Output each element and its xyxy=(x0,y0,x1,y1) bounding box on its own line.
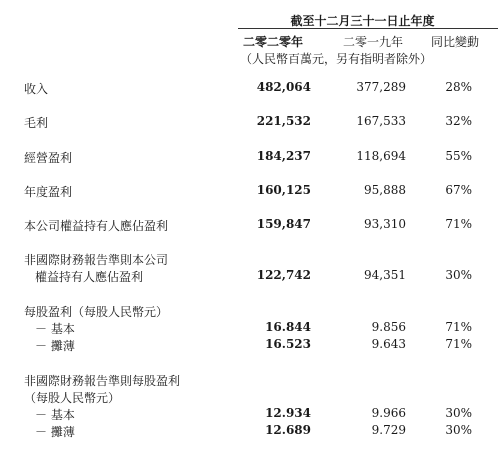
row-label: － 基本 xyxy=(35,408,75,422)
table-row xyxy=(0,149,500,165)
value-2019: 9.966 xyxy=(371,406,406,420)
table-row xyxy=(0,303,500,319)
value-2020: 12.934 xyxy=(265,406,311,420)
value-2020: 160,125 xyxy=(256,183,311,197)
header-rule xyxy=(238,28,498,29)
table-row xyxy=(0,251,500,267)
table-row xyxy=(0,337,500,353)
table-row xyxy=(0,268,500,284)
value-2020: 16.523 xyxy=(265,337,311,351)
value-yoy: 71% xyxy=(445,337,472,351)
table-row xyxy=(0,372,500,388)
value-2019: 9.643 xyxy=(371,337,406,351)
value-yoy: 30% xyxy=(445,268,472,282)
value-2019: 167,533 xyxy=(356,114,406,128)
table-row xyxy=(0,217,500,233)
value-2019: 9.856 xyxy=(371,320,406,334)
table-row xyxy=(0,389,500,405)
period-header: 截至十二月三十一日止年度 xyxy=(290,14,435,28)
row-label: － 攤薄 xyxy=(35,339,75,353)
table-row xyxy=(0,114,500,130)
value-yoy: 28% xyxy=(445,80,472,94)
row-label: 毛利 xyxy=(24,116,49,130)
value-2019: 118,694 xyxy=(356,149,406,163)
value-2020: 12.689 xyxy=(265,423,311,437)
row-label: 權益持有人應佔盈利 xyxy=(35,270,144,284)
value-2020: 16.844 xyxy=(265,320,311,334)
value-yoy: 30% xyxy=(445,423,472,437)
row-label: 本公司權益持有人應佔盈利 xyxy=(24,219,169,233)
row-label: 非國際財務報告準則每股盈利 xyxy=(24,374,181,388)
row-label: 經營盈利 xyxy=(24,151,73,165)
row-label: （每股人民幣元） xyxy=(24,391,121,405)
unit-note: （人民幣百萬元，另有指明者除外） xyxy=(240,52,433,66)
value-2019: 377,289 xyxy=(356,80,406,94)
row-label: － 攤薄 xyxy=(35,425,75,439)
value-yoy: 30% xyxy=(445,406,472,420)
column-header-2020: 二零二零年 xyxy=(243,35,304,49)
value-yoy: 71% xyxy=(445,217,472,231)
row-label: 非國際財務報告準則本公司 xyxy=(24,253,169,267)
value-2019: 95,888 xyxy=(364,183,406,197)
value-yoy: 71% xyxy=(445,320,472,334)
value-yoy: 32% xyxy=(445,114,472,128)
column-header-yoy: 同比變動 xyxy=(431,35,480,49)
row-label: 收入 xyxy=(24,82,49,96)
row-label: － 基本 xyxy=(35,322,75,336)
table-row xyxy=(0,183,500,199)
value-2020: 184,237 xyxy=(256,149,311,163)
value-2020: 221,532 xyxy=(256,114,311,128)
value-yoy: 67% xyxy=(445,183,472,197)
value-yoy: 55% xyxy=(445,149,472,163)
table-row xyxy=(0,423,500,439)
value-2019: 93,310 xyxy=(364,217,406,231)
table-row xyxy=(0,406,500,422)
column-header-2019: 二零一九年 xyxy=(343,35,404,49)
table-row xyxy=(0,80,500,96)
value-2020: 122,742 xyxy=(256,268,311,282)
value-2020: 159,847 xyxy=(256,217,311,231)
value-2020: 482,064 xyxy=(256,80,311,94)
value-2019: 9.729 xyxy=(371,423,406,437)
table-row xyxy=(0,320,500,336)
value-2019: 94,351 xyxy=(364,268,406,282)
row-label: 年度盈利 xyxy=(24,185,73,199)
row-label: 每股盈利（每股人民幣元） xyxy=(24,305,169,319)
